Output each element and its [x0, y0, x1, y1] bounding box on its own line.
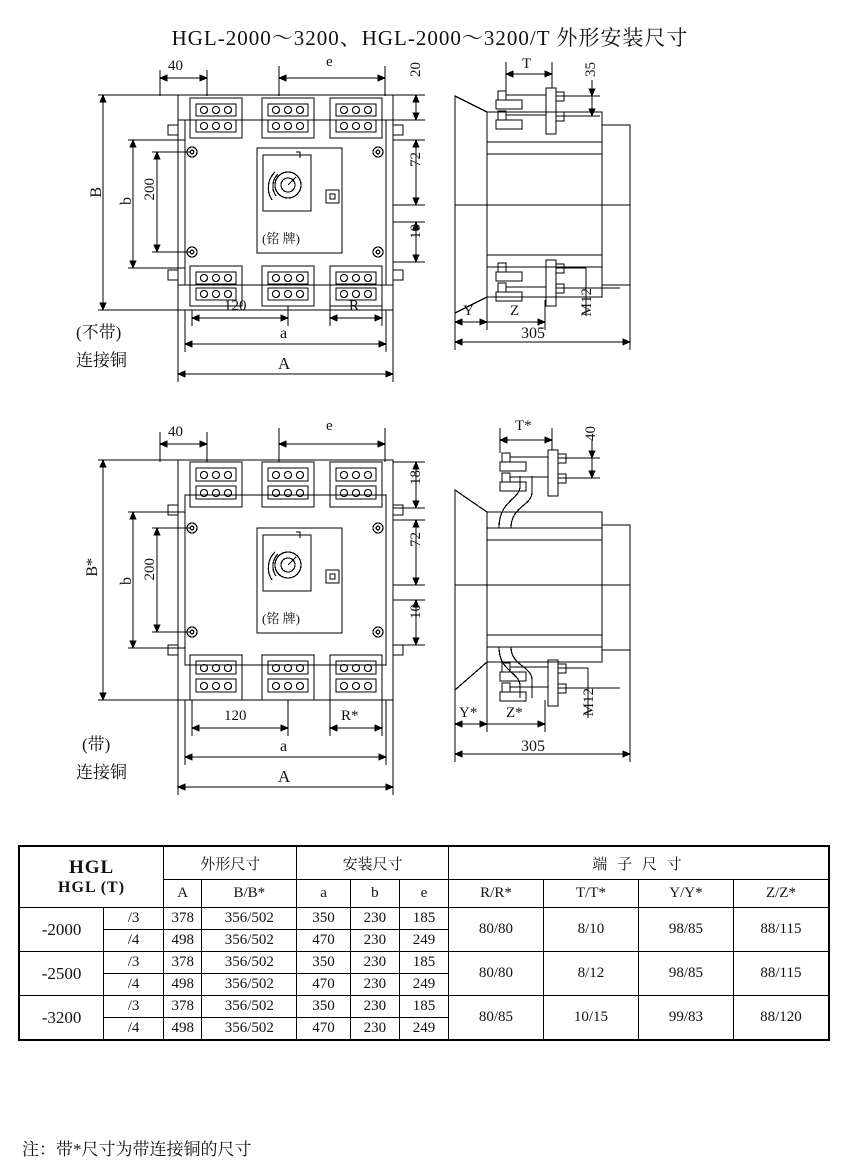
cell-T: 8/12: [543, 952, 638, 996]
cell-B: 356/502: [202, 908, 297, 930]
model-label: -2500: [19, 952, 104, 996]
top-front-view: [168, 95, 403, 310]
col-Z: Z/Z*: [733, 880, 829, 908]
dim-label-b-top: b: [118, 197, 135, 205]
dim-label-M12-bottom: M12: [581, 688, 597, 717]
dim-label-a-bottom: a: [280, 738, 288, 755]
cell-B: 356/502: [202, 930, 297, 952]
cell-e: 185: [399, 908, 448, 930]
cell-A: 378: [164, 952, 202, 974]
caption-bottom-line1: (带): [82, 735, 111, 754]
col-a: a: [297, 880, 350, 908]
cell-B: 356/502: [202, 1018, 297, 1041]
group-header-terminal: 端 子 尺 寸: [449, 846, 830, 880]
group-header-mount: 安装尺寸: [297, 846, 449, 880]
table-corner-header: [19, 846, 164, 908]
caption-top-line2: 连接铜: [76, 351, 127, 370]
nameplate-label-bottom: (铭 牌): [262, 611, 300, 626]
dim-label-72-bottom: 72: [408, 532, 424, 547]
dim-label-R-top: R: [349, 298, 360, 314]
dim-label-40-right-bottom: 40: [583, 426, 599, 441]
dim-label-35-top: 35: [583, 62, 599, 77]
cell-A: 378: [164, 996, 202, 1018]
dim-label-e-bottom: e: [326, 418, 333, 434]
top-side-view: [455, 88, 630, 313]
cell-B: 356/502: [202, 952, 297, 974]
cell-b: 230: [350, 930, 399, 952]
cell-a: 470: [297, 930, 350, 952]
pole-label: /3: [104, 952, 164, 974]
cell-e: 249: [399, 974, 448, 996]
cell-Y: 98/85: [638, 908, 733, 952]
cell-A: 498: [164, 1018, 202, 1041]
spec-table: [18, 845, 830, 1041]
dim-label-305-top: 305: [521, 325, 545, 342]
dim-label-Y-star-bottom: Y*: [459, 705, 478, 721]
dim-label-B-star-bottom: B*: [84, 558, 101, 577]
dim-label-120-top: 120: [224, 298, 247, 314]
spec-table-wrapper: [18, 845, 830, 1041]
table-row: [19, 952, 829, 974]
bottom-side-view: [455, 450, 630, 706]
cell-Y: 98/85: [638, 952, 733, 996]
page-title: HGL-2000～3200、HGL-2000～3200/T 外形安装尺寸: [171, 26, 689, 50]
table-row: [19, 908, 829, 930]
caption-bottom-line2: 连接铜: [76, 763, 127, 782]
cell-T: 10/15: [543, 996, 638, 1041]
cell-T: 8/10: [543, 908, 638, 952]
dim-label-120-bottom: 120: [224, 708, 247, 724]
dim-label-a-top: a: [280, 325, 288, 342]
dim-label-e-top: e: [326, 54, 333, 70]
cell-R: 80/80: [449, 908, 544, 952]
dim-label-200-bottom: 200: [142, 558, 158, 581]
dim-label-72-top: 72: [408, 152, 424, 167]
col-A: A: [164, 880, 202, 908]
pole-label: /3: [104, 996, 164, 1018]
dim-label-M12-top: M12: [579, 288, 595, 317]
pole-label: /3: [104, 908, 164, 930]
col-Y: Y/Y*: [638, 880, 733, 908]
bottom-front-view: [168, 460, 403, 700]
cell-A: 498: [164, 930, 202, 952]
cell-a: 350: [297, 996, 350, 1018]
cell-e: 185: [399, 952, 448, 974]
nameplate-label-top: (铭 牌): [262, 231, 300, 246]
cell-b: 230: [350, 908, 399, 930]
corner-main: HGL: [68, 857, 115, 878]
cell-B: 356/502: [202, 974, 297, 996]
cell-a: 350: [297, 908, 350, 930]
cell-b: 230: [350, 974, 399, 996]
cell-B: 356/502: [202, 996, 297, 1018]
cell-b: 230: [350, 952, 399, 974]
col-T: T/T*: [543, 880, 638, 908]
cell-R: 80/85: [449, 996, 544, 1041]
pole-label: /4: [104, 930, 164, 952]
dim-label-T-top: T: [522, 56, 532, 72]
dim-label-Y-top: Y: [463, 303, 474, 319]
cell-Z: 88/115: [733, 952, 829, 996]
cell-A: 498: [164, 974, 202, 996]
cell-b: 230: [350, 1018, 399, 1041]
dim-label-10-top: 10: [408, 224, 424, 239]
footnote: 注：带*尺寸为带连接铜的尺寸: [22, 1140, 252, 1159]
dim-label-40-top: 40: [168, 58, 183, 74]
dim-label-200-top: 200: [142, 178, 158, 201]
model-label: -2000: [19, 908, 104, 952]
cell-Z: 88/115: [733, 908, 829, 952]
dim-label-A-bottom: A: [278, 767, 291, 786]
dim-label-20-top: 20: [408, 62, 424, 77]
table-header-row-1: [19, 846, 829, 880]
cell-Y: 99/83: [638, 996, 733, 1041]
cell-a: 350: [297, 952, 350, 974]
pole-label: /4: [104, 1018, 164, 1041]
cell-e: 249: [399, 930, 448, 952]
dim-label-T-star-bottom: T*: [515, 418, 532, 434]
pole-label: /4: [104, 974, 164, 996]
col-B: B/B*: [202, 880, 297, 908]
cell-a: 470: [297, 974, 350, 996]
dim-label-A-top: A: [278, 354, 291, 373]
group-header-outline: 外形尺寸: [164, 846, 297, 880]
dim-label-R-star-bottom: R*: [341, 708, 359, 724]
dim-label-305-bottom: 305: [521, 738, 545, 755]
table-row: [19, 996, 829, 1018]
dim-label-b-bottom: b: [118, 577, 135, 585]
col-b: b: [350, 880, 399, 908]
model-label: -3200: [19, 996, 104, 1041]
dim-label-10-bottom: 10: [408, 604, 424, 619]
cell-b: 230: [350, 996, 399, 1018]
cell-Z: 88/120: [733, 996, 829, 1041]
dim-label-Z-star-bottom: Z*: [506, 705, 523, 721]
caption-top-line1: (不带): [76, 323, 122, 342]
dim-label-40-bottom: 40: [168, 424, 183, 440]
dim-label-18-bottom: 18: [408, 470, 424, 485]
cell-A: 378: [164, 908, 202, 930]
col-R: R/R*: [449, 880, 544, 908]
cell-e: 185: [399, 996, 448, 1018]
cell-e: 249: [399, 1018, 448, 1041]
col-e: e: [399, 880, 448, 908]
dim-label-B-top: B: [88, 187, 105, 198]
cell-R: 80/80: [449, 952, 544, 996]
cell-a: 470: [297, 1018, 350, 1041]
corner-sub: HGL (T): [58, 879, 126, 896]
dim-label-Z-top: Z: [510, 303, 520, 319]
